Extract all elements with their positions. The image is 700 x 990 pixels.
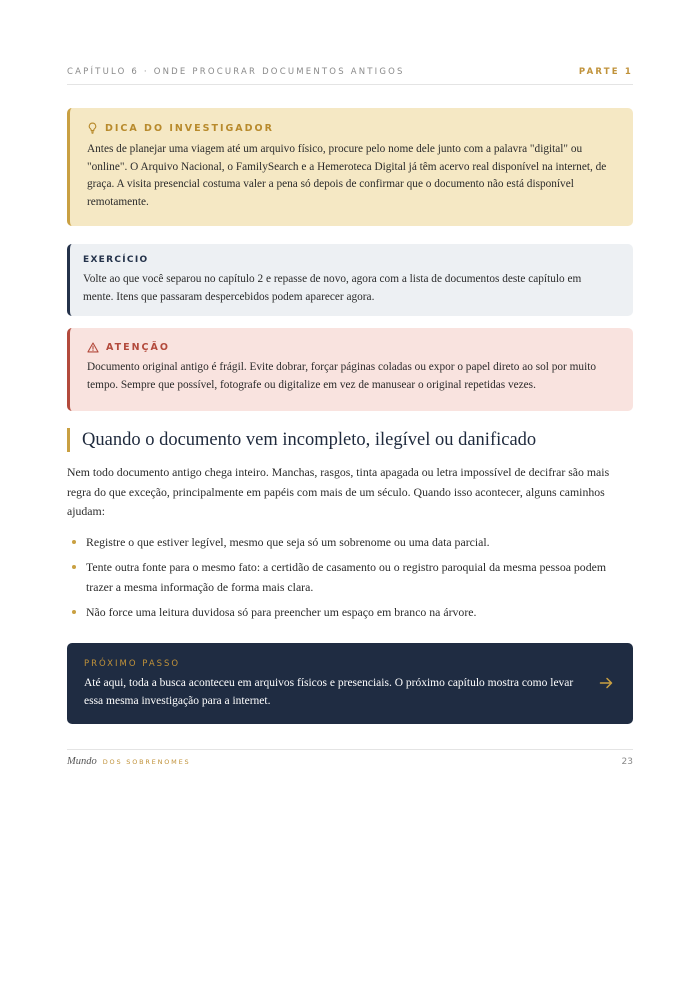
next-step-text: Até aqui, toda a busca aconteceu em arquivos físicos e presenciais. O próximo capítulo mostra como levar essa mesma investigação para a internet. <box>84 677 574 707</box>
chapter-label: CAPÍTULO 6 · ONDE PROCURAR DOCUMENTOS ANTIGOS <box>67 67 405 77</box>
tip-title-row <box>87 122 613 134</box>
list-item-text: Registre o que estiver legível, mesmo que seja só um sobrenome ou uma data parcial. <box>86 535 490 549</box>
exercise-box <box>67 244 633 316</box>
tip-text: Antes de planejar uma viagem até um arquivo físico, procure pelo nome dele junto com a palavra "digital" ou "online". O Arquivo Nacional, o FamilySearch e a Hemeroteca Digital já têm acervo real disponível na internet, de graça. A visita presencial costuma valer a pena só depois de confirmar que o documento não está disponível remotamente. <box>87 143 607 208</box>
running-header <box>67 67 633 77</box>
running-footer <box>67 756 633 767</box>
list-item <box>67 532 633 552</box>
bullet-dot <box>72 610 76 614</box>
warning-box <box>67 328 633 411</box>
warning-triangle-icon <box>87 342 99 353</box>
warning-text: Documento original antigo é frágil. Evite dobrar, forçar páginas coladas ou expor o papel direto ao sol por muito tempo. Sempre que possível, fotografe ou digitalize em vez de manusear o original repetidas vezes. <box>87 361 597 391</box>
next-step-box[interactable] <box>67 643 633 724</box>
arrow-right-icon[interactable] <box>599 676 613 690</box>
part-label: PARTE 1 <box>578 67 633 77</box>
next-step-eyebrow: PRÓXIMO PASSO <box>84 659 181 669</box>
exercise-title: EXERCÍCIO <box>83 255 149 265</box>
list-item <box>67 557 633 597</box>
list-item <box>67 602 633 622</box>
header-divider <box>67 84 633 85</box>
section-heading: Quando o documento vem incompleto, ilegível ou danificado <box>67 428 536 452</box>
bullet-dot <box>72 565 76 569</box>
warning-title-row <box>87 342 613 353</box>
footer-divider <box>67 749 633 750</box>
tip-title: DICA DO INVESTIGADOR <box>105 122 274 134</box>
exercise-text: Volte ao que você separou no capítulo 2 e repasse de novo, agora com a lista de documentos deste capítulo em mente. Itens que passaram despercebidos podem aparecer agora. <box>83 273 582 303</box>
warning-title: ATENÇÃO <box>106 342 170 353</box>
bullet-list <box>67 532 633 627</box>
brand-name: Mundo <box>67 756 97 767</box>
list-item-text: Tente outra fonte para o mesmo fato: a certidão de casamento ou o registro paroquial da mesma pessoa podem trazer a mesma informação de forma mais clara. <box>86 560 607 594</box>
bullet-dot <box>72 540 76 544</box>
brand-logo <box>67 756 190 767</box>
brand-subtitle: DOS SOBRENOMES <box>102 758 191 766</box>
list-item-text: Não force uma leitura duvidosa só para preencher um espaço em branco na árvore. <box>86 605 477 619</box>
section-intro: Nem todo documento antigo chega inteiro. Manchas, rasgos, tinta apagada ou letra impossível de decifrar são mais regra do que exceção, principalmente em papéis com mais de um século. Quando isso acontecer, alguns caminhos ajudam: <box>67 465 610 518</box>
lightbulb-icon <box>87 122 98 134</box>
page-number: 23 <box>621 756 633 767</box>
tip-box <box>67 108 633 226</box>
